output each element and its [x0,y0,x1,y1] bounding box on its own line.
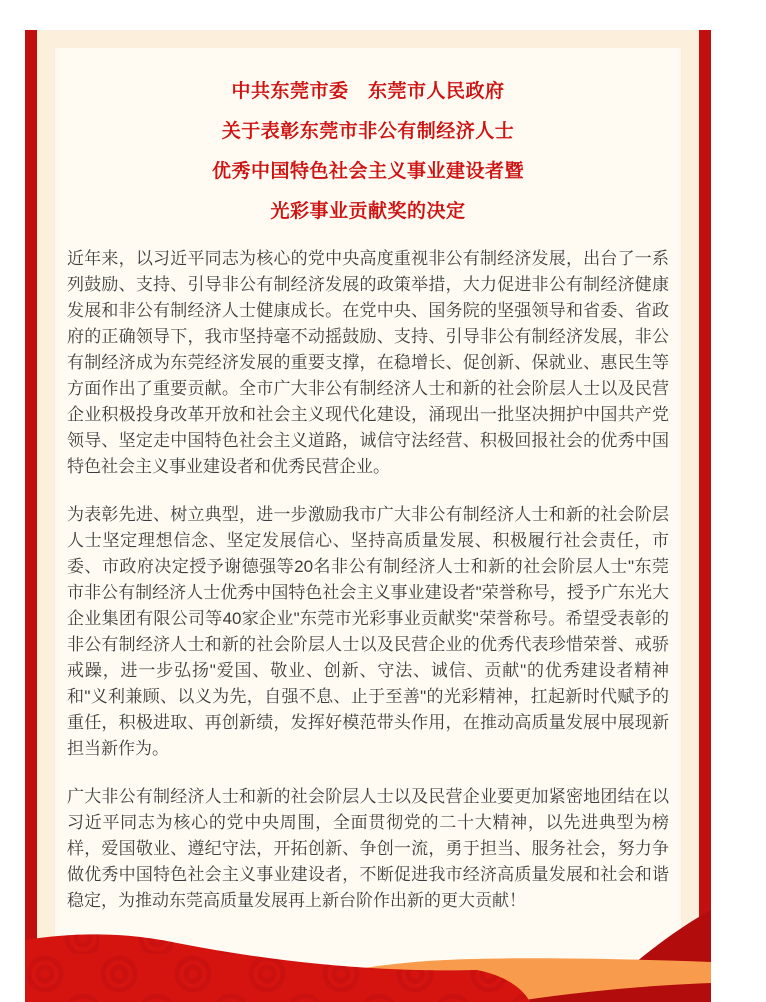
wave-decoration [25,880,711,1002]
document-content [55,48,681,914]
document-title [67,72,669,232]
paragraph-1: 近年来，以习近平同志为核心的党中央高度重视非公有制经济发展，出台了一系列鼓励、支持、引导非公有制经济发展的政策举措，大力促进非公有制经济健康发展和非公有制经济人士健康成长。在党中央、国务院的坚强领导和省委、省政府的正确领导下，我市坚持毫不动摇鼓励、支持、引导非公有制经济发展，非公有制经济成为东莞经济发展的重要支撑，在稳增长、促创新、保就业、惠民生等方面作出了重要贡献。全市广大非公有制经济人士和新的社会阶层人士以及民营企业积极投身改革开放和社会主义现代化建设，涌现出一批坚决拥护中国共产党领导、坚定走中国特色社会主义道路，诚信守法经营、积极回报社会的优秀中国特色社会主义事业建设者和优秀民营企业。 [67,249,669,476]
title-line-1: 中共东莞市委 东莞市人民政府 [231,81,505,102]
banner-right-border [699,30,711,1002]
title-line-4: 光彩事业贡献奖的决定 [270,201,466,222]
paragraph-2: 为表彰先进、树立典型，进一步激励我市广大非公有制经济人士和新的社会阶层人士坚定理想信念、坚定发展信心、坚持高质量发展、积极履行社会责任，市委、市政府决定授予谢德强等20名非公有制经济人士和新的社会阶层人士"东莞市非公有制经济人士优秀中国特色社会主义事业建设者"荣誉称号，授予广东光大企业集团有限公司等40家企业"东莞市光彩事业贡献奖"荣誉称号。希望受表彰的非公有制经济人士和新的社会阶层人士以及民营企业的优秀代表珍惜荣誉、戒骄戒躁，进一步弘扬"爱国、敬业、创新、守法、诚信、贡献"的优秀建设者精神和"义利兼顾、以义为先，自强不息、止于至善"的光彩精神，扛起新时代赋予的重任，积极进取、再创新绩，发挥好模范带头作用，在推动高质量发展中展现新担当新作为。 [67,505,669,758]
paragraph-3: 广大非公有制经济人士和新的社会阶层人士以及民营企业要更加紧密地团结在以习近平同志为核心的党中央周围，全面贯彻党的二十大精神，以先进典型为榜样，爱国敬业、遵纪守法，开拓创新、争创一流，勇于担当、服务社会，努力争做优秀中国特色社会主义事业建设者，不断促进我市经济高质量发展和社会和谐稳定，为推动东莞高质量发展再上新台阶作出新的更大贡献！ [67,787,669,910]
title-line-3: 优秀中国特色社会主义事业建设者暨 [211,161,524,182]
title-line-2: 关于表彰东莞市非公有制经济人士 [221,121,515,142]
banner-left-border [25,30,37,1002]
document-banner [25,30,711,1002]
document-card [55,48,681,1002]
document-body [67,246,669,914]
